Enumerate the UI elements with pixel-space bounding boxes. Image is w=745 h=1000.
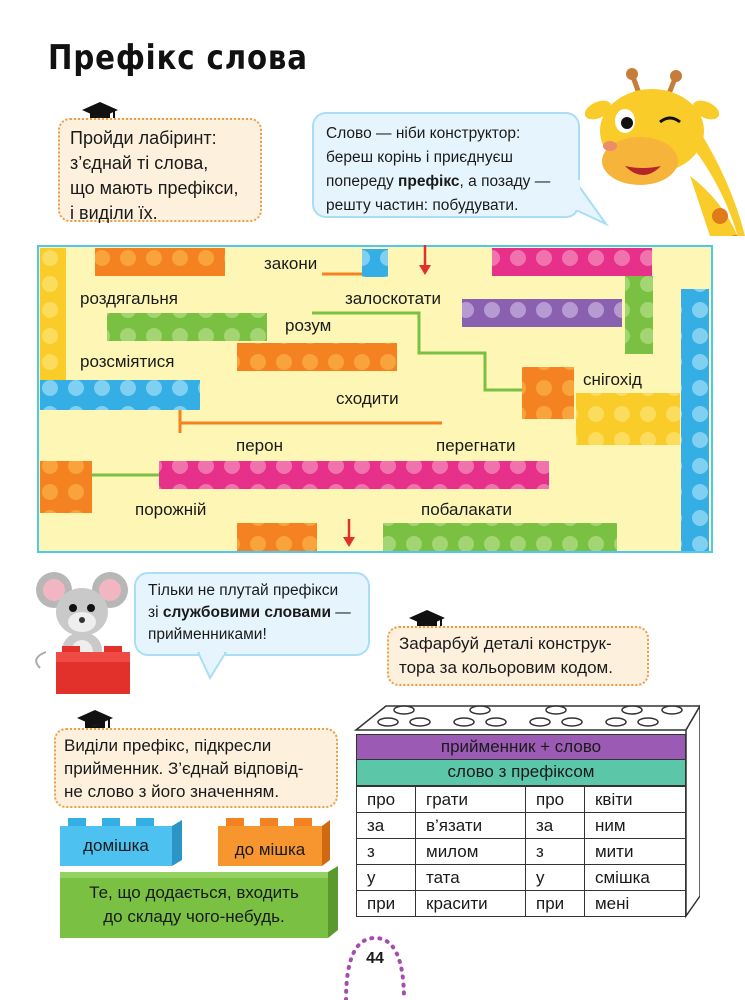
task-line: що мають префікси, xyxy=(70,178,239,198)
table-cell[interactable]: мити xyxy=(584,839,685,865)
table-row xyxy=(357,839,686,865)
maze-word: порожній xyxy=(135,500,207,519)
maze-word: перегнати xyxy=(436,436,516,455)
maze-word: розум xyxy=(285,316,332,335)
bubble-line: береш корінь і приєднуєш xyxy=(326,149,513,166)
task-line: Виділи префікс, підкресли xyxy=(64,736,272,755)
page-title: Префікс слова xyxy=(48,38,308,78)
table-cell[interactable]: з xyxy=(525,839,584,865)
prefix-term: префікс xyxy=(398,173,460,190)
table-cell[interactable]: ним xyxy=(584,813,685,839)
table-row xyxy=(357,891,686,917)
meaning-line: Те, що додається, входить xyxy=(89,883,299,902)
maze-word: залоскотати xyxy=(345,289,441,308)
color-task-note xyxy=(387,626,649,686)
table-cell[interactable]: у xyxy=(525,865,584,891)
table-cell[interactable]: красити xyxy=(416,891,526,917)
word-table xyxy=(356,786,686,917)
maze-task-note xyxy=(58,118,262,222)
bubble-line: Слово — ніби конструктор: xyxy=(326,125,521,142)
table-cell[interactable]: у xyxy=(357,865,416,891)
maze-word: розсміятися xyxy=(80,352,175,371)
maze-word: перон xyxy=(236,436,283,455)
task-line: прийменник. З’єднай відповід- xyxy=(64,759,304,778)
meaning-line: до складу чого-небудь. xyxy=(103,907,285,926)
task-line: з’єднай ті слова, xyxy=(70,153,209,173)
maze-word: побалакати xyxy=(421,500,513,519)
table-cell[interactable]: квіти xyxy=(584,787,685,813)
table-cell[interactable]: з xyxy=(357,839,416,865)
mouse-speech-bubble xyxy=(134,572,370,656)
task-line: Пройди лабіринт: xyxy=(70,128,217,148)
mouse-illustration xyxy=(32,568,132,698)
table-cell[interactable]: в’язати xyxy=(416,813,526,839)
maze-word: роздягальня xyxy=(80,289,178,308)
table-cell[interactable]: за xyxy=(357,813,416,839)
bubble-line: попереду префікс, а позаду — xyxy=(326,173,551,190)
bubble-line: прийменниками! xyxy=(148,626,267,643)
maze-word: снігохід xyxy=(583,370,642,389)
underline-task-note xyxy=(54,728,338,808)
table-cell[interactable]: при xyxy=(357,891,416,917)
table-cell[interactable]: при xyxy=(525,891,584,917)
bubble-line: зі службовими словами — xyxy=(148,604,351,621)
table-cell[interactable]: мені xyxy=(584,891,685,917)
table-row xyxy=(357,813,686,839)
meaning-block xyxy=(62,881,326,929)
legend-purple: прийменник + слово xyxy=(356,734,686,760)
legend-teal: слово з префіксом xyxy=(356,760,686,786)
table-row xyxy=(357,787,686,813)
maze-word: закони xyxy=(264,254,318,273)
bubble-line: решту частин: побудувати. xyxy=(326,197,519,214)
table-cell[interactable]: милом xyxy=(416,839,526,865)
word-block-do-mishka: до мішка xyxy=(234,840,306,859)
task-line: Зафарбуй деталі конструк- xyxy=(399,634,612,653)
giraffe-speech-bubble xyxy=(312,112,580,218)
table-cell[interactable]: грати xyxy=(416,787,526,813)
bubble-tail xyxy=(196,652,236,682)
table-row xyxy=(357,865,686,891)
word-block-domishka: домішка xyxy=(83,836,149,855)
table-cell[interactable]: про xyxy=(357,787,416,813)
giraffe-illustration xyxy=(580,66,745,236)
task-line: і виділи їх. xyxy=(70,203,158,223)
table-cell[interactable]: смішка xyxy=(584,865,685,891)
task-line: тора за кольоровим кодом. xyxy=(399,658,613,677)
bubble-line: Тільки не плутай префікси xyxy=(148,582,339,599)
task-line: не слово з його значенням. xyxy=(64,782,280,801)
table-cell[interactable]: тата xyxy=(416,865,526,891)
page-number: 44 xyxy=(366,950,384,967)
table-cell[interactable]: про xyxy=(525,787,584,813)
table-cell[interactable]: за xyxy=(525,813,584,839)
service-words-term: службовими словами xyxy=(162,604,331,621)
maze-word: сходити xyxy=(336,389,399,408)
example-word: побудувати. xyxy=(432,197,519,214)
